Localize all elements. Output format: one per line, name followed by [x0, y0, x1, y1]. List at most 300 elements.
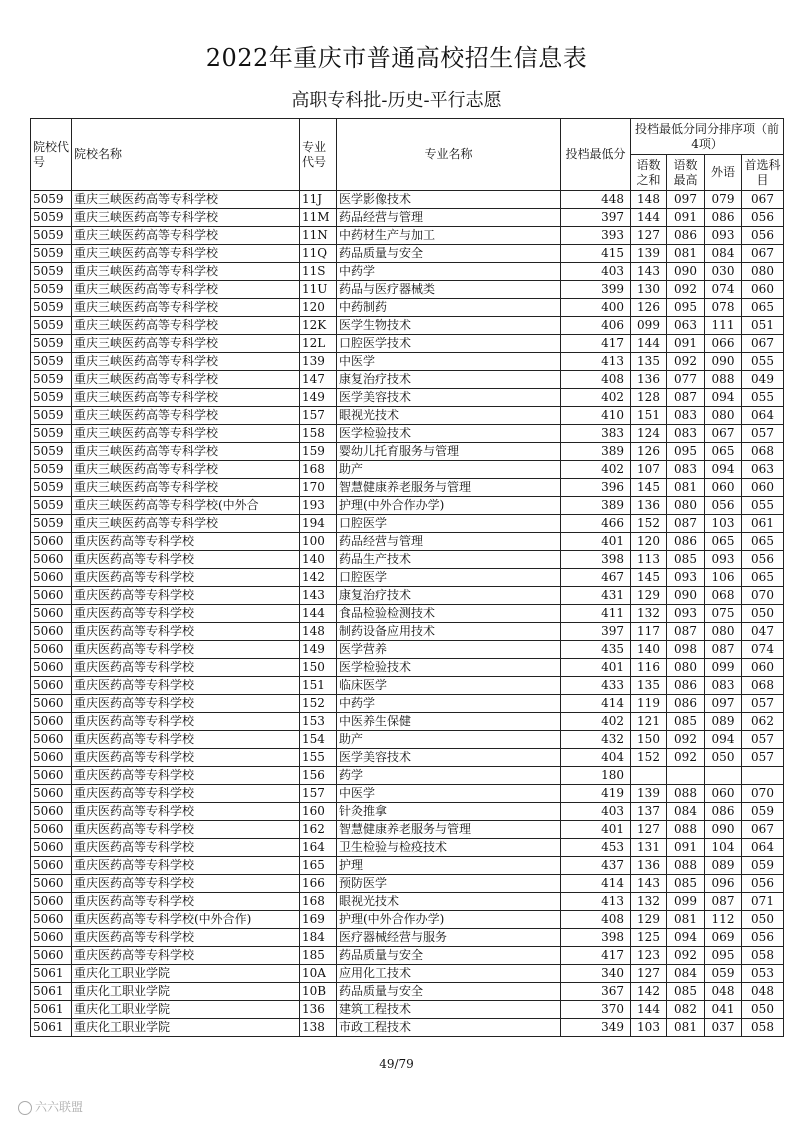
cell-min-score: 340	[561, 965, 631, 983]
cell-school-name: 重庆医药高等专科学校	[72, 767, 300, 785]
cell-major-code: 151	[300, 677, 337, 695]
cell-first-subject: 055	[742, 497, 784, 515]
table-row	[31, 659, 784, 677]
cell-school-code: 5060	[31, 641, 72, 659]
cell-min-score: 417	[561, 947, 631, 965]
cell-major-code: 10B	[300, 983, 337, 1001]
table-row	[31, 983, 784, 1001]
cell-school-name: 重庆医药高等专科学校	[72, 785, 300, 803]
cell-first-subject: 060	[742, 659, 784, 677]
cell-major-name: 药品经营与管理	[337, 533, 561, 551]
cell-chinese-math-max: 085	[667, 983, 705, 1001]
cell-first-subject: 065	[742, 533, 784, 551]
cell-first-subject: 062	[742, 713, 784, 731]
cell-school-code: 5060	[31, 803, 72, 821]
cell-chinese-math-sum: 136	[631, 497, 667, 515]
cell-min-score: 433	[561, 677, 631, 695]
cell-major-name: 食品检验检测技术	[337, 605, 561, 623]
cell-school-name: 重庆医药高等专科学校	[72, 749, 300, 767]
cell-min-score: 402	[561, 389, 631, 407]
cell-major-code: 157	[300, 407, 337, 425]
table-row	[31, 911, 784, 929]
cell-school-code: 5059	[31, 191, 72, 209]
cell-min-score: 413	[561, 353, 631, 371]
cell-chinese-math-sum: 140	[631, 641, 667, 659]
cell-major-name: 口腔医学技术	[337, 335, 561, 353]
cell-chinese-math-max: 099	[667, 893, 705, 911]
cell-foreign-language: 030	[705, 263, 742, 281]
cell-chinese-math-sum: 143	[631, 875, 667, 893]
cell-foreign-language: 041	[705, 1001, 742, 1019]
header-school-code: 院校代号	[31, 119, 72, 191]
cell-school-name: 重庆三峡医药高等专科学校	[72, 353, 300, 371]
cell-first-subject: 050	[742, 911, 784, 929]
cell-min-score: 401	[561, 533, 631, 551]
cell-foreign-language: 088	[705, 371, 742, 389]
cell-min-score: 402	[561, 461, 631, 479]
cell-chinese-math-sum: 144	[631, 209, 667, 227]
cell-chinese-math-max: 092	[667, 731, 705, 749]
cell-major-code: 12K	[300, 317, 337, 335]
cell-major-code: 11Q	[300, 245, 337, 263]
cell-chinese-math-sum: 152	[631, 515, 667, 533]
cell-major-code: 169	[300, 911, 337, 929]
cell-chinese-math-max: 083	[667, 425, 705, 443]
cell-first-subject: 065	[742, 299, 784, 317]
cell-major-code: 148	[300, 623, 337, 641]
cell-school-code: 5060	[31, 785, 72, 803]
cell-min-score: 417	[561, 335, 631, 353]
table-row	[31, 443, 784, 461]
cell-chinese-math-max: 080	[667, 659, 705, 677]
cell-school-code: 5060	[31, 749, 72, 767]
cell-school-code: 5059	[31, 515, 72, 533]
cell-school-code: 5060	[31, 569, 72, 587]
table-row	[31, 803, 784, 821]
cell-chinese-math-sum: 099	[631, 317, 667, 335]
cell-major-code: 11N	[300, 227, 337, 245]
cell-major-name: 医学检验技术	[337, 659, 561, 677]
cell-chinese-math-sum: 151	[631, 407, 667, 425]
cell-first-subject: 056	[742, 209, 784, 227]
cell-chinese-math-sum: 145	[631, 569, 667, 587]
cell-major-code: 168	[300, 893, 337, 911]
cell-min-score: 467	[561, 569, 631, 587]
cell-school-code: 5060	[31, 857, 72, 875]
cell-major-name: 口腔医学	[337, 515, 561, 533]
cell-chinese-math-max: 087	[667, 389, 705, 407]
table-row	[31, 857, 784, 875]
cell-major-code: 154	[300, 731, 337, 749]
cell-min-score: 180	[561, 767, 631, 785]
header-major-code: 专业代号	[300, 119, 337, 191]
cell-major-code: 136	[300, 1001, 337, 1019]
cell-chinese-math-sum: 127	[631, 821, 667, 839]
cell-foreign-language: 095	[705, 947, 742, 965]
header-min-score: 投档最低分	[561, 119, 631, 191]
cell-chinese-math-sum: 132	[631, 605, 667, 623]
table-row	[31, 461, 784, 479]
cell-school-name: 重庆化工职业学院	[72, 1019, 300, 1037]
cell-foreign-language: 083	[705, 677, 742, 695]
cell-school-code: 5060	[31, 551, 72, 569]
table-row	[31, 371, 784, 389]
cell-first-subject: 070	[742, 587, 784, 605]
cell-major-name: 预防医学	[337, 875, 561, 893]
cell-min-score: 389	[561, 443, 631, 461]
cell-school-code: 5060	[31, 677, 72, 695]
cell-major-name: 中药学	[337, 263, 561, 281]
cell-school-name: 重庆医药高等专科学校	[72, 533, 300, 551]
cell-chinese-math-max: 088	[667, 857, 705, 875]
cell-school-code: 5060	[31, 713, 72, 731]
cell-school-code: 5060	[31, 911, 72, 929]
cell-chinese-math-max: 085	[667, 875, 705, 893]
cell-school-code: 5059	[31, 407, 72, 425]
cell-school-code: 5060	[31, 623, 72, 641]
header-chinese-math-max: 语数最高	[667, 155, 705, 191]
cell-major-name: 智慧健康养老服务与管理	[337, 479, 561, 497]
cell-first-subject: 048	[742, 983, 784, 1001]
table-row	[31, 425, 784, 443]
cell-school-name: 重庆三峡医药高等专科学校	[72, 443, 300, 461]
cell-major-name: 康复治疗技术	[337, 587, 561, 605]
cell-chinese-math-max: 085	[667, 551, 705, 569]
cell-school-name: 重庆三峡医药高等专科学校	[72, 263, 300, 281]
cell-min-score: 411	[561, 605, 631, 623]
cell-school-name: 重庆医药高等专科学校	[72, 929, 300, 947]
cell-first-subject: 068	[742, 677, 784, 695]
cell-first-subject: 055	[742, 389, 784, 407]
cell-major-name: 医学生物技术	[337, 317, 561, 335]
cell-school-name: 重庆三峡医药高等专科学校	[72, 299, 300, 317]
cell-chinese-math-sum: 144	[631, 1001, 667, 1019]
cell-min-score: 414	[561, 695, 631, 713]
table-row	[31, 317, 784, 335]
cell-chinese-math-sum: 127	[631, 227, 667, 245]
cell-major-name: 口腔医学	[337, 569, 561, 587]
cell-foreign-language: 097	[705, 695, 742, 713]
cell-foreign-language: 080	[705, 407, 742, 425]
cell-major-name: 药品质量与安全	[337, 245, 561, 263]
cell-school-name: 重庆三峡医药高等专科学校	[72, 425, 300, 443]
cell-major-code: 156	[300, 767, 337, 785]
cell-major-code: 12L	[300, 335, 337, 353]
cell-min-score: 398	[561, 929, 631, 947]
table-row	[31, 263, 784, 281]
cell-school-name: 重庆医药高等专科学校	[72, 677, 300, 695]
watermark	[18, 1098, 83, 1115]
cell-foreign-language: 089	[705, 857, 742, 875]
cell-major-name: 护理(中外合作办学)	[337, 497, 561, 515]
cell-first-subject: 060	[742, 479, 784, 497]
header-first-subject: 首选科目	[742, 155, 784, 191]
cell-major-name: 医学检验技术	[337, 425, 561, 443]
cell-major-code: 160	[300, 803, 337, 821]
cell-foreign-language: 060	[705, 479, 742, 497]
cell-foreign-language	[705, 767, 742, 785]
cell-chinese-math-sum: 132	[631, 893, 667, 911]
cell-major-code: 162	[300, 821, 337, 839]
cell-school-code: 5059	[31, 497, 72, 515]
cell-foreign-language: 093	[705, 551, 742, 569]
cell-major-name: 护理(中外合作办学)	[337, 911, 561, 929]
cell-major-name: 应用化工技术	[337, 965, 561, 983]
cell-min-score: 406	[561, 317, 631, 335]
cell-chinese-math-max: 085	[667, 713, 705, 731]
cell-school-code: 5059	[31, 443, 72, 461]
cell-min-score: 389	[561, 497, 631, 515]
cell-chinese-math-sum: 144	[631, 335, 667, 353]
header-school-name: 院校名称	[72, 119, 300, 191]
cell-chinese-math-sum: 123	[631, 947, 667, 965]
table-row	[31, 749, 784, 767]
cell-school-code: 5060	[31, 695, 72, 713]
cell-chinese-math-max: 092	[667, 749, 705, 767]
cell-major-name: 医学营养	[337, 641, 561, 659]
cell-school-code: 5060	[31, 929, 72, 947]
cell-school-name: 重庆医药高等专科学校	[72, 641, 300, 659]
cell-chinese-math-max: 088	[667, 821, 705, 839]
cell-min-score: 448	[561, 191, 631, 209]
cell-chinese-math-max: 086	[667, 695, 705, 713]
table-row	[31, 929, 784, 947]
cell-first-subject: 057	[742, 425, 784, 443]
cell-major-code: 10A	[300, 965, 337, 983]
cell-major-code: 149	[300, 641, 337, 659]
cell-school-code: 5060	[31, 821, 72, 839]
cell-major-name: 医学美容技术	[337, 749, 561, 767]
table-row	[31, 587, 784, 605]
cell-min-score: 383	[561, 425, 631, 443]
cell-foreign-language: 086	[705, 803, 742, 821]
cell-min-score: 408	[561, 911, 631, 929]
cell-major-code: 158	[300, 425, 337, 443]
table-row	[31, 497, 784, 515]
table-row	[31, 605, 784, 623]
table-row	[31, 533, 784, 551]
cell-major-name: 中药学	[337, 695, 561, 713]
watermark-logo-icon	[18, 1101, 32, 1115]
cell-major-name: 临床医学	[337, 677, 561, 695]
cell-chinese-math-max: 087	[667, 515, 705, 533]
cell-min-score: 401	[561, 659, 631, 677]
cell-chinese-math-max: 088	[667, 785, 705, 803]
cell-min-score: 419	[561, 785, 631, 803]
cell-chinese-math-max: 091	[667, 209, 705, 227]
cell-first-subject: 056	[742, 551, 784, 569]
cell-school-name: 重庆医药高等专科学校	[72, 569, 300, 587]
table-row	[31, 965, 784, 983]
cell-major-name: 智慧健康养老服务与管理	[337, 821, 561, 839]
cell-major-name: 药品生产技术	[337, 551, 561, 569]
cell-foreign-language: 086	[705, 209, 742, 227]
cell-foreign-language: 074	[705, 281, 742, 299]
cell-foreign-language: 048	[705, 983, 742, 1001]
cell-min-score: 367	[561, 983, 631, 1001]
document-title: 2022年重庆市普通高校招生信息表	[205, 44, 588, 72]
cell-chinese-math-max: 092	[667, 281, 705, 299]
cell-school-name: 重庆医药高等专科学校	[72, 587, 300, 605]
header-tiebreak-group: 投档最低分同分排序项（前4项）	[631, 119, 784, 155]
cell-school-code: 5059	[31, 299, 72, 317]
cell-school-code: 5059	[31, 425, 72, 443]
cell-chinese-math-sum: 120	[631, 533, 667, 551]
cell-chinese-math-max: 081	[667, 245, 705, 263]
cell-school-code: 5059	[31, 227, 72, 245]
cell-major-code: 100	[300, 533, 337, 551]
cell-chinese-math-max: 097	[667, 191, 705, 209]
cell-school-code: 5059	[31, 209, 72, 227]
cell-chinese-math-max: 084	[667, 965, 705, 983]
document-subtitle: 高职专科批-历史-平行志愿	[291, 90, 502, 111]
cell-chinese-math-sum	[631, 767, 667, 785]
cell-foreign-language: 099	[705, 659, 742, 677]
cell-foreign-language: 037	[705, 1019, 742, 1037]
cell-school-name: 重庆三峡医药高等专科学校	[72, 461, 300, 479]
cell-min-score: 399	[561, 281, 631, 299]
cell-major-name: 药品经营与管理	[337, 209, 561, 227]
cell-first-subject	[742, 767, 784, 785]
cell-min-score: 437	[561, 857, 631, 875]
cell-chinese-math-max	[667, 767, 705, 785]
cell-major-code: 11U	[300, 281, 337, 299]
cell-school-code: 5061	[31, 1019, 72, 1037]
cell-first-subject: 063	[742, 461, 784, 479]
table-row	[31, 245, 784, 263]
cell-major-code: 140	[300, 551, 337, 569]
cell-major-code: 159	[300, 443, 337, 461]
cell-min-score: 402	[561, 713, 631, 731]
table-row	[31, 227, 784, 245]
cell-foreign-language: 068	[705, 587, 742, 605]
cell-min-score: 397	[561, 209, 631, 227]
cell-school-code: 5061	[31, 1001, 72, 1019]
cell-chinese-math-max: 093	[667, 569, 705, 587]
cell-school-code: 5059	[31, 461, 72, 479]
cell-first-subject: 067	[742, 821, 784, 839]
table-row	[31, 191, 784, 209]
cell-foreign-language: 090	[705, 353, 742, 371]
cell-school-code: 5060	[31, 533, 72, 551]
cell-school-name: 重庆医药高等专科学校	[72, 857, 300, 875]
cell-school-name: 重庆三峡医药高等专科学校	[72, 281, 300, 299]
cell-foreign-language: 096	[705, 875, 742, 893]
cell-major-name: 医疗器械经营与服务	[337, 929, 561, 947]
cell-chinese-math-max: 083	[667, 461, 705, 479]
cell-chinese-math-sum: 135	[631, 353, 667, 371]
cell-school-code: 5060	[31, 947, 72, 965]
cell-school-name: 重庆三峡医药高等专科学校	[72, 515, 300, 533]
cell-first-subject: 056	[742, 929, 784, 947]
cell-major-code: 153	[300, 713, 337, 731]
cell-major-code: 138	[300, 1019, 337, 1037]
cell-school-code: 5059	[31, 317, 72, 335]
cell-chinese-math-max: 090	[667, 263, 705, 281]
cell-chinese-math-max: 082	[667, 1001, 705, 1019]
cell-chinese-math-sum: 129	[631, 911, 667, 929]
cell-first-subject: 068	[742, 443, 784, 461]
cell-chinese-math-max: 095	[667, 443, 705, 461]
cell-min-score: 404	[561, 749, 631, 767]
cell-chinese-math-max: 095	[667, 299, 705, 317]
cell-school-name: 重庆医药高等专科学校	[72, 875, 300, 893]
cell-major-code: 164	[300, 839, 337, 857]
cell-major-code: 150	[300, 659, 337, 677]
cell-school-name: 重庆化工职业学院	[72, 965, 300, 983]
cell-chinese-math-sum: 145	[631, 479, 667, 497]
cell-school-code: 5060	[31, 587, 72, 605]
cell-first-subject: 051	[742, 317, 784, 335]
cell-foreign-language: 075	[705, 605, 742, 623]
cell-chinese-math-max: 086	[667, 533, 705, 551]
cell-chinese-math-sum: 113	[631, 551, 667, 569]
cell-school-code: 5060	[31, 605, 72, 623]
cell-school-name: 重庆医药高等专科学校	[72, 821, 300, 839]
table-row	[31, 479, 784, 497]
cell-first-subject: 058	[742, 1019, 784, 1037]
cell-min-score: 413	[561, 893, 631, 911]
cell-foreign-language: 059	[705, 965, 742, 983]
cell-first-subject: 080	[742, 263, 784, 281]
cell-major-name: 医学影像技术	[337, 191, 561, 209]
cell-min-score: 398	[561, 551, 631, 569]
cell-major-code: 157	[300, 785, 337, 803]
cell-chinese-math-max: 077	[667, 371, 705, 389]
cell-chinese-math-sum: 139	[631, 785, 667, 803]
cell-major-code: 168	[300, 461, 337, 479]
cell-foreign-language: 067	[705, 425, 742, 443]
cell-foreign-language: 065	[705, 443, 742, 461]
cell-school-code: 5060	[31, 659, 72, 677]
table-row	[31, 335, 784, 353]
cell-first-subject: 056	[742, 875, 784, 893]
cell-chinese-math-sum: 127	[631, 965, 667, 983]
cell-school-name: 重庆医药高等专科学校	[72, 947, 300, 965]
cell-school-name: 重庆三峡医药高等专科学校	[72, 227, 300, 245]
table-row	[31, 389, 784, 407]
cell-chinese-math-sum: 125	[631, 929, 667, 947]
cell-school-name: 重庆医药高等专科学校	[72, 695, 300, 713]
cell-chinese-math-max: 091	[667, 839, 705, 857]
cell-foreign-language: 087	[705, 893, 742, 911]
table-row	[31, 209, 784, 227]
table-row	[31, 821, 784, 839]
cell-major-name: 中医养生保健	[337, 713, 561, 731]
cell-first-subject: 049	[742, 371, 784, 389]
header-major-name: 专业名称	[337, 119, 561, 191]
table-row	[31, 785, 784, 803]
cell-min-score: 403	[561, 263, 631, 281]
cell-school-name: 重庆医药高等专科学校	[72, 731, 300, 749]
cell-major-name: 眼视光技术	[337, 893, 561, 911]
header-foreign-language: 外语	[705, 155, 742, 191]
cell-school-name: 重庆医药高等专科学校	[72, 605, 300, 623]
cell-chinese-math-max: 092	[667, 353, 705, 371]
cell-major-name: 药学	[337, 767, 561, 785]
cell-major-code: 193	[300, 497, 337, 515]
cell-foreign-language: 090	[705, 821, 742, 839]
cell-foreign-language: 103	[705, 515, 742, 533]
cell-major-code: 149	[300, 389, 337, 407]
cell-school-name: 重庆三峡医药高等专科学校(中外合	[72, 497, 300, 515]
cell-school-code: 5059	[31, 371, 72, 389]
cell-min-score: 396	[561, 479, 631, 497]
table-row	[31, 623, 784, 641]
cell-min-score: 403	[561, 803, 631, 821]
cell-major-code: 143	[300, 587, 337, 605]
table-row	[31, 695, 784, 713]
